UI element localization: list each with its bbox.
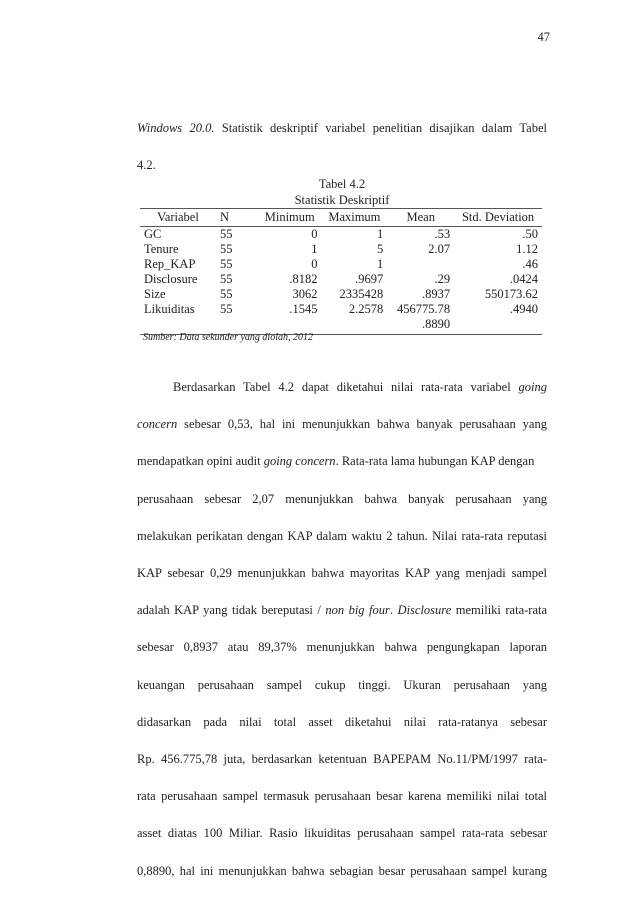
table-cell: 55 (220, 227, 233, 241)
text-span: Rp. 456.775,78 juta, berdasarkan ketentuan BAPEPAM No.11/PM/1997 rata- (137, 752, 547, 767)
text-span: perusahaan sebesar 2,07 menunjukkan bahwa banyak perusahaan yang (137, 491, 547, 506)
table-cell: 55 (220, 287, 233, 301)
column-header: Maximum (322, 209, 388, 227)
column-header: Minimum (258, 209, 322, 227)
paragraph-line (137, 815, 547, 852)
paragraph-line (137, 555, 547, 592)
table-row (140, 227, 542, 243)
paragraph-line (137, 481, 547, 518)
table-cell: 55 (220, 242, 233, 256)
text-span: going (518, 380, 547, 394)
text-span: concern (137, 417, 178, 432)
table-cell: .8937 (422, 287, 451, 301)
paragraph-line (137, 443, 547, 480)
text-span: sebesar 0,53, hal ini menunjukkan bahwa banyak perusahaan yang (177, 417, 547, 432)
paragraph-line (137, 406, 547, 443)
table-cell: 0 (311, 227, 318, 241)
table-cell: Size (144, 287, 166, 301)
table-cell: 55 (220, 257, 233, 271)
column-header: Variabel (140, 209, 216, 227)
paragraph-line (137, 629, 547, 666)
table-row (140, 272, 542, 287)
table-cell: .4940 (509, 302, 538, 316)
table-cell: 0 (311, 257, 318, 271)
table-cell: Disclosure (144, 272, 198, 286)
table-cell: 1 (377, 227, 384, 241)
text-span: rata perusahaan sampel termasuk perusahaan besar karena memiliki nilai total (137, 789, 547, 804)
table-cell: 1 (377, 257, 384, 271)
table-cell: Likuiditas (144, 302, 195, 316)
table-cell: .9697 (355, 272, 384, 286)
paragraph-line (137, 853, 547, 890)
table-cell: 456775.78 (397, 302, 451, 316)
table-source: Sumber: Data sekunder yang diolah, 2012 (143, 332, 313, 343)
text-span: mendapatkan opini audit (137, 454, 264, 469)
table-cell (322, 317, 388, 335)
table-cell: 1.12 (516, 242, 538, 256)
text-span: sebesar 0,8937 atau 89,37% menunjukkan bahwa pengungkapan laporan (137, 640, 547, 655)
table-cell: 55 (220, 272, 233, 286)
table-cell: .0424 (509, 272, 538, 286)
table-row (140, 257, 542, 272)
text-span: keuangan perusahaan sampel cukup tinggi. Ukuran perusahaan yang (137, 677, 547, 692)
text-span: non big four (325, 603, 390, 618)
column-header: Std. Deviation (454, 209, 542, 227)
paragraph-line (137, 667, 547, 704)
paragraph-line (137, 778, 547, 815)
text-span: adalah KAP yang tidak bereputasi / (137, 603, 326, 618)
text-span: going concern (263, 454, 336, 469)
table-cell: 3062 (292, 287, 318, 301)
table-row (140, 242, 542, 257)
table-cell: .29 (434, 272, 451, 286)
text-span: memiliki rata-rata (451, 603, 548, 618)
table-title: Tabel 4.2 (318, 177, 366, 191)
table-row (140, 287, 542, 302)
text-span: didasarkan pada nilai total asset diketahui nilai rata-ratanya sebesar (137, 714, 547, 729)
page-number: 47 (537, 30, 550, 44)
paragraph-line (137, 592, 547, 629)
paragraph-line (137, 369, 547, 406)
table-row (140, 302, 542, 317)
table-cell: .1545 (289, 302, 318, 316)
text-span: . Rata-rata lama hubungan KAP dengan (335, 454, 535, 469)
table-cell: .46 (522, 257, 538, 271)
table-cell: .53 (434, 227, 451, 241)
table-cell: GC (144, 227, 162, 241)
table-cell: .8182 (289, 272, 318, 286)
paragraph-line (137, 741, 547, 778)
table-cell: 1 (311, 242, 318, 256)
column-header: Mean (387, 209, 454, 227)
text-span: asset diatas 100 Miliar. Rasio likuiditas perusahaan sampel rata-rata sebesar (137, 826, 547, 841)
table-cell: 2.2578 (348, 302, 384, 316)
table-subtitle: Statistik Deskriptif (294, 193, 390, 207)
table-cell: 2.07 (428, 242, 451, 256)
text-span: Windows 20.0. (137, 121, 215, 135)
main-paragraph (137, 369, 547, 890)
table-cell: 55 (220, 302, 233, 316)
table-cell: .50 (522, 227, 538, 241)
table-cell: Tenure (144, 242, 179, 256)
text-span: 4.2. (137, 158, 156, 173)
text-span: Disclosure (397, 603, 452, 618)
text-span: KAP sebesar 0,29 menunjukkan bahwa mayoritas KAP yang menjadi sampel (137, 566, 547, 581)
intro-line (137, 110, 547, 147)
column-header: N (216, 209, 258, 227)
paragraph-line (137, 518, 547, 555)
text-span: . (389, 603, 398, 618)
table-cell: .8890 (387, 317, 454, 335)
table-cell: 2335428 (339, 287, 384, 301)
text-span: 0,8890, hal ini menunjukkan bahwa sebagian besar perusahaan sampel kurang (137, 863, 547, 878)
descriptive-stats-table (140, 208, 542, 335)
table-cell (454, 317, 542, 335)
table-cell: 5 (377, 242, 384, 256)
table-cell: Rep_KAP (144, 257, 196, 271)
table-header-row (140, 209, 542, 227)
intro-paragraph (137, 110, 547, 184)
text-span: melakukan perikatan dengan KAP dalam waktu 2 tahun. Nilai rata-rata reputasi (137, 528, 547, 543)
table-cell: 550173.62 (484, 287, 538, 301)
text-span: Statistik deskriptif variabel penelitian disajikan dalam Tabel (214, 121, 547, 135)
text-span: Berdasarkan Tabel 4.2 dapat diketahui nilai rata-rata variabel (173, 380, 519, 394)
table-cell (387, 257, 454, 272)
paragraph-line (137, 704, 547, 741)
